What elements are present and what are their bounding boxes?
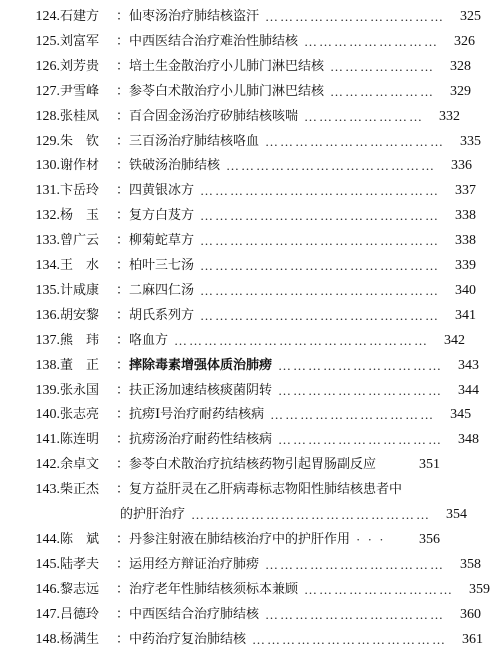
toc-entry[interactable] — [8, 330, 466, 352]
entry-page-number: 340 — [455, 282, 477, 298]
entry-title: 参苓白术散治疗抗结核药物引起胃肠副反应 — [129, 457, 377, 473]
toc-entry[interactable] — [8, 604, 482, 626]
entry-number: 140. — [35, 407, 60, 423]
toc-entry[interactable] — [8, 6, 482, 28]
leader-dots: ………………………………………… — [200, 208, 441, 224]
leader-dots: …………………… — [304, 108, 425, 124]
entry-number: 124. — [35, 9, 60, 24]
entry-number: 125. — [35, 33, 60, 49]
leader-dots: ………………………………………… — [200, 307, 441, 323]
entry-page-number: 336 — [451, 158, 473, 174]
leader-dots: ……………………………… — [265, 133, 446, 149]
toc-entry[interactable] — [8, 454, 440, 476]
entry-separator: ： — [116, 108, 130, 124]
toc-entry[interactable] — [8, 380, 480, 402]
entry-page-number: 348 — [458, 432, 480, 448]
entry-title: 抗痨Ⅰ号治疗耐药结核病 — [129, 407, 265, 423]
entry-author: 卞岳玲 — [60, 183, 100, 199]
leader-dots: …………………………… — [278, 382, 444, 398]
leader-dots: ………………………………………… — [200, 282, 441, 298]
entry-separator: ： — [116, 382, 130, 398]
entry-number: 139. — [35, 382, 60, 398]
entry-page-number: 343 — [458, 357, 480, 373]
entry-number: 142. — [35, 457, 60, 473]
entry-page-number: 359 — [469, 581, 490, 597]
entry-author: 吕德玲 — [60, 606, 100, 622]
entry-page-number: 332 — [439, 108, 461, 124]
entry-page-number: 351 — [419, 457, 440, 473]
entry-title: 中西医结合治疗难治性肺结核 — [129, 33, 299, 49]
entry-author: 张永国 — [60, 382, 100, 398]
entry-author: 熊 玮 — [60, 332, 100, 348]
entry-number: 144. — [35, 531, 60, 547]
entry-page-number: 325 — [460, 9, 482, 24]
entry-author: 黎志远 — [60, 581, 100, 597]
toc-entry[interactable] — [8, 404, 472, 426]
leader-dots: ……………………………… — [265, 9, 446, 24]
entry-separator: ： — [116, 531, 130, 547]
toc-entry[interactable] — [8, 180, 477, 202]
leader-dots: ………………………………………… — [200, 233, 441, 249]
entry-title: 复方益肝灵在乙肝病毒标志物阳性肺结核患者中 — [129, 482, 403, 498]
leader-dots: ………………………………………… — [200, 183, 441, 199]
toc-entry-continuation[interactable] — [8, 504, 468, 526]
entry-page-number: 354 — [446, 507, 468, 522]
toc-entry[interactable] — [8, 629, 484, 651]
entry-page-number: 335 — [460, 133, 482, 149]
toc-entry[interactable] — [8, 355, 480, 377]
entry-number: 137. — [35, 332, 60, 348]
entry-separator: ： — [116, 307, 130, 323]
toc-entry[interactable] — [8, 56, 472, 78]
entry-separator: ： — [116, 83, 130, 99]
toc-entry[interactable] — [8, 280, 477, 302]
toc-entry[interactable] — [8, 479, 440, 501]
leader-dots: …………………………… — [278, 432, 444, 448]
leader-dots: ……………………… — [304, 33, 440, 49]
entry-title: 培土生金散治疗小儿肺门淋巴结核 — [129, 58, 325, 74]
entry-title: 复方白芨方 — [129, 208, 195, 224]
toc-entry[interactable] — [8, 529, 440, 551]
entry-page-number: 337 — [455, 183, 477, 199]
leader-dots: ………………………………………… — [200, 258, 441, 273]
entry-author: 陈连明 — [60, 432, 100, 448]
entry-separator: ： — [116, 233, 130, 249]
entry-page-number: 328 — [450, 58, 472, 74]
entry-separator: ： — [116, 282, 130, 298]
entry-separator: ： — [116, 457, 130, 473]
entry-author: 尹雪峰 — [60, 83, 100, 99]
entry-page-number: 329 — [450, 83, 472, 99]
entry-title: 仙枣汤治疗肺结核盗汗 — [129, 9, 260, 24]
toc-entry[interactable] — [8, 31, 476, 53]
entry-separator: ： — [116, 258, 130, 273]
toc-entry[interactable] — [8, 305, 477, 327]
entry-number: 130. — [35, 158, 60, 174]
entry-title: 四黄银冰方 — [129, 183, 195, 199]
toc-entry[interactable] — [8, 131, 482, 153]
entry-author: 董 正 — [60, 357, 100, 373]
entry-page-number: 360 — [460, 606, 482, 622]
entry-number: 134. — [35, 258, 60, 273]
entry-title: 扶正汤加速结核痰菌阴转 — [129, 382, 273, 398]
leader-dots: …………………………………… — [226, 158, 437, 174]
entry-number: 126. — [35, 58, 60, 74]
toc-entry[interactable] — [8, 81, 472, 103]
entry-page-number: 341 — [455, 307, 477, 323]
entry-author: 胡安黎 — [60, 307, 100, 323]
entry-separator: ： — [116, 631, 130, 647]
entry-title: 中药治疗复治肺结核 — [129, 631, 247, 647]
entry-title: 治疗老年性肺结核须标本兼顾 — [129, 581, 299, 597]
entry-number: 127. — [35, 83, 60, 99]
entry-number: 141. — [35, 432, 60, 448]
leader-dots: ………………………………… — [252, 631, 448, 647]
entry-number: 138. — [35, 357, 60, 373]
entry-number: 136. — [35, 307, 60, 323]
entry-separator: ： — [116, 357, 130, 373]
entry-separator: ： — [116, 482, 130, 498]
entry-author: 陆孝夫 — [60, 556, 100, 572]
entry-number: 128. — [35, 108, 60, 124]
entry-number: 133. — [35, 233, 60, 249]
entry-title: 咯血方 — [129, 332, 169, 348]
entry-page-number: 358 — [460, 556, 482, 572]
entry-title: 的护肝治疗 — [120, 507, 186, 522]
entry-page-number: 345 — [450, 407, 472, 423]
entry-separator: ： — [116, 606, 130, 622]
entry-separator: ： — [116, 133, 130, 149]
entry-page-number: 338 — [455, 233, 477, 249]
entry-author: 朱 钦 — [60, 133, 100, 149]
entry-title: 铁破汤治肺结核 — [129, 158, 221, 174]
toc-entry[interactable] — [8, 255, 477, 277]
toc-entry[interactable] — [8, 429, 480, 451]
leader-dots: …………………………… — [270, 407, 436, 423]
entry-page-number: 344 — [458, 382, 480, 398]
leader-dots: ………………… — [330, 83, 436, 99]
entry-separator: ： — [116, 208, 130, 224]
leader-dots: ……………………………… — [265, 556, 446, 572]
entry-page-number: 361 — [462, 631, 484, 647]
entry-author: 谢作材 — [60, 158, 100, 174]
entry-number: 145. — [35, 556, 60, 572]
entry-number: 148. — [35, 631, 60, 647]
leader-dots: ……………………………… — [265, 606, 446, 622]
entry-title: 参苓白术散治疗小儿肺门淋巴结核 — [129, 83, 325, 99]
entry-page-number: 339 — [455, 258, 477, 273]
entry-title: 中西医结合治疗肺结核 — [129, 606, 260, 622]
entry-title: 二麻四仁汤 — [129, 282, 195, 298]
entry-separator: ： — [116, 581, 130, 597]
entry-title: 胡氏系列方 — [129, 307, 195, 323]
leader-dots: ………………………… — [304, 581, 455, 597]
entry-author: 石建方 — [60, 9, 100, 24]
entry-number: 131. — [35, 183, 60, 199]
entry-author: 刘芳贵 — [60, 58, 100, 74]
entry-title: 运用经方辩证治疗肺痨 — [129, 556, 260, 572]
entry-author: 余卓文 — [60, 457, 100, 473]
entry-number: 143. — [35, 482, 60, 498]
entry-author: 刘富军 — [60, 33, 100, 49]
toc-entry[interactable] — [8, 155, 473, 177]
entry-title: 摔除毒素增强体质治肺痨 — [129, 357, 273, 373]
toc-entry[interactable] — [8, 554, 482, 576]
entry-separator: ： — [116, 332, 130, 348]
entry-author: 柴正杰 — [60, 482, 100, 498]
leader-dots: …………………………… — [278, 357, 444, 373]
entry-author: 张志亮 — [60, 407, 100, 423]
toc-entry[interactable] — [8, 205, 477, 227]
leader-dots: …………………………………………… — [174, 332, 430, 348]
entry-number: 129. — [35, 133, 60, 149]
entry-page-number: 342 — [444, 332, 466, 348]
entry-title: 百合固金汤治疗矽肺结核咳喘 — [129, 108, 299, 124]
entry-separator: ： — [116, 556, 130, 572]
entry-author: 杨 玉 — [60, 208, 100, 224]
entry-author: 张桂凤 — [60, 108, 100, 124]
entry-page-number: 338 — [455, 208, 477, 224]
toc-entry[interactable] — [8, 579, 490, 601]
entry-title: 丹参注射液在肺结核治疗中的护肝作用 — [129, 531, 351, 547]
entry-title: 柏叶三七汤 — [129, 258, 195, 273]
entry-number: 135. — [35, 282, 60, 298]
entry-separator: ： — [116, 9, 130, 24]
entry-author: 杨满生 — [60, 631, 100, 647]
entry-title: 柳菊蛇草方 — [129, 233, 195, 249]
entry-number: 132. — [35, 208, 60, 224]
entry-separator: ： — [116, 158, 130, 174]
toc-entry[interactable] — [8, 106, 461, 128]
leader-dots: · · · — [356, 531, 386, 547]
entry-number: 146. — [35, 581, 60, 597]
leader-dots: ………………… — [330, 58, 436, 74]
entry-separator: ： — [116, 183, 130, 199]
entry-separator: ： — [116, 33, 130, 49]
entry-separator: ： — [116, 432, 130, 448]
entry-page-number: 356 — [419, 531, 440, 547]
entry-title: 三百汤治疗肺结核咯血 — [129, 133, 260, 149]
entry-separator: ： — [116, 407, 130, 423]
entry-author: 王 水 — [60, 258, 100, 273]
entry-title: 抗痨汤治疗耐药性结核病 — [129, 432, 273, 448]
entry-author: 计咸康 — [60, 282, 100, 298]
entry-page-number: 326 — [454, 33, 476, 49]
entry-author: 曾广云 — [60, 233, 100, 249]
entry-number: 147. — [35, 606, 60, 622]
entry-author: 陈 斌 — [60, 531, 100, 547]
toc-entry[interactable] — [8, 230, 477, 252]
entry-separator: ： — [116, 58, 130, 74]
leader-dots: ………………………………………… — [191, 507, 432, 522]
